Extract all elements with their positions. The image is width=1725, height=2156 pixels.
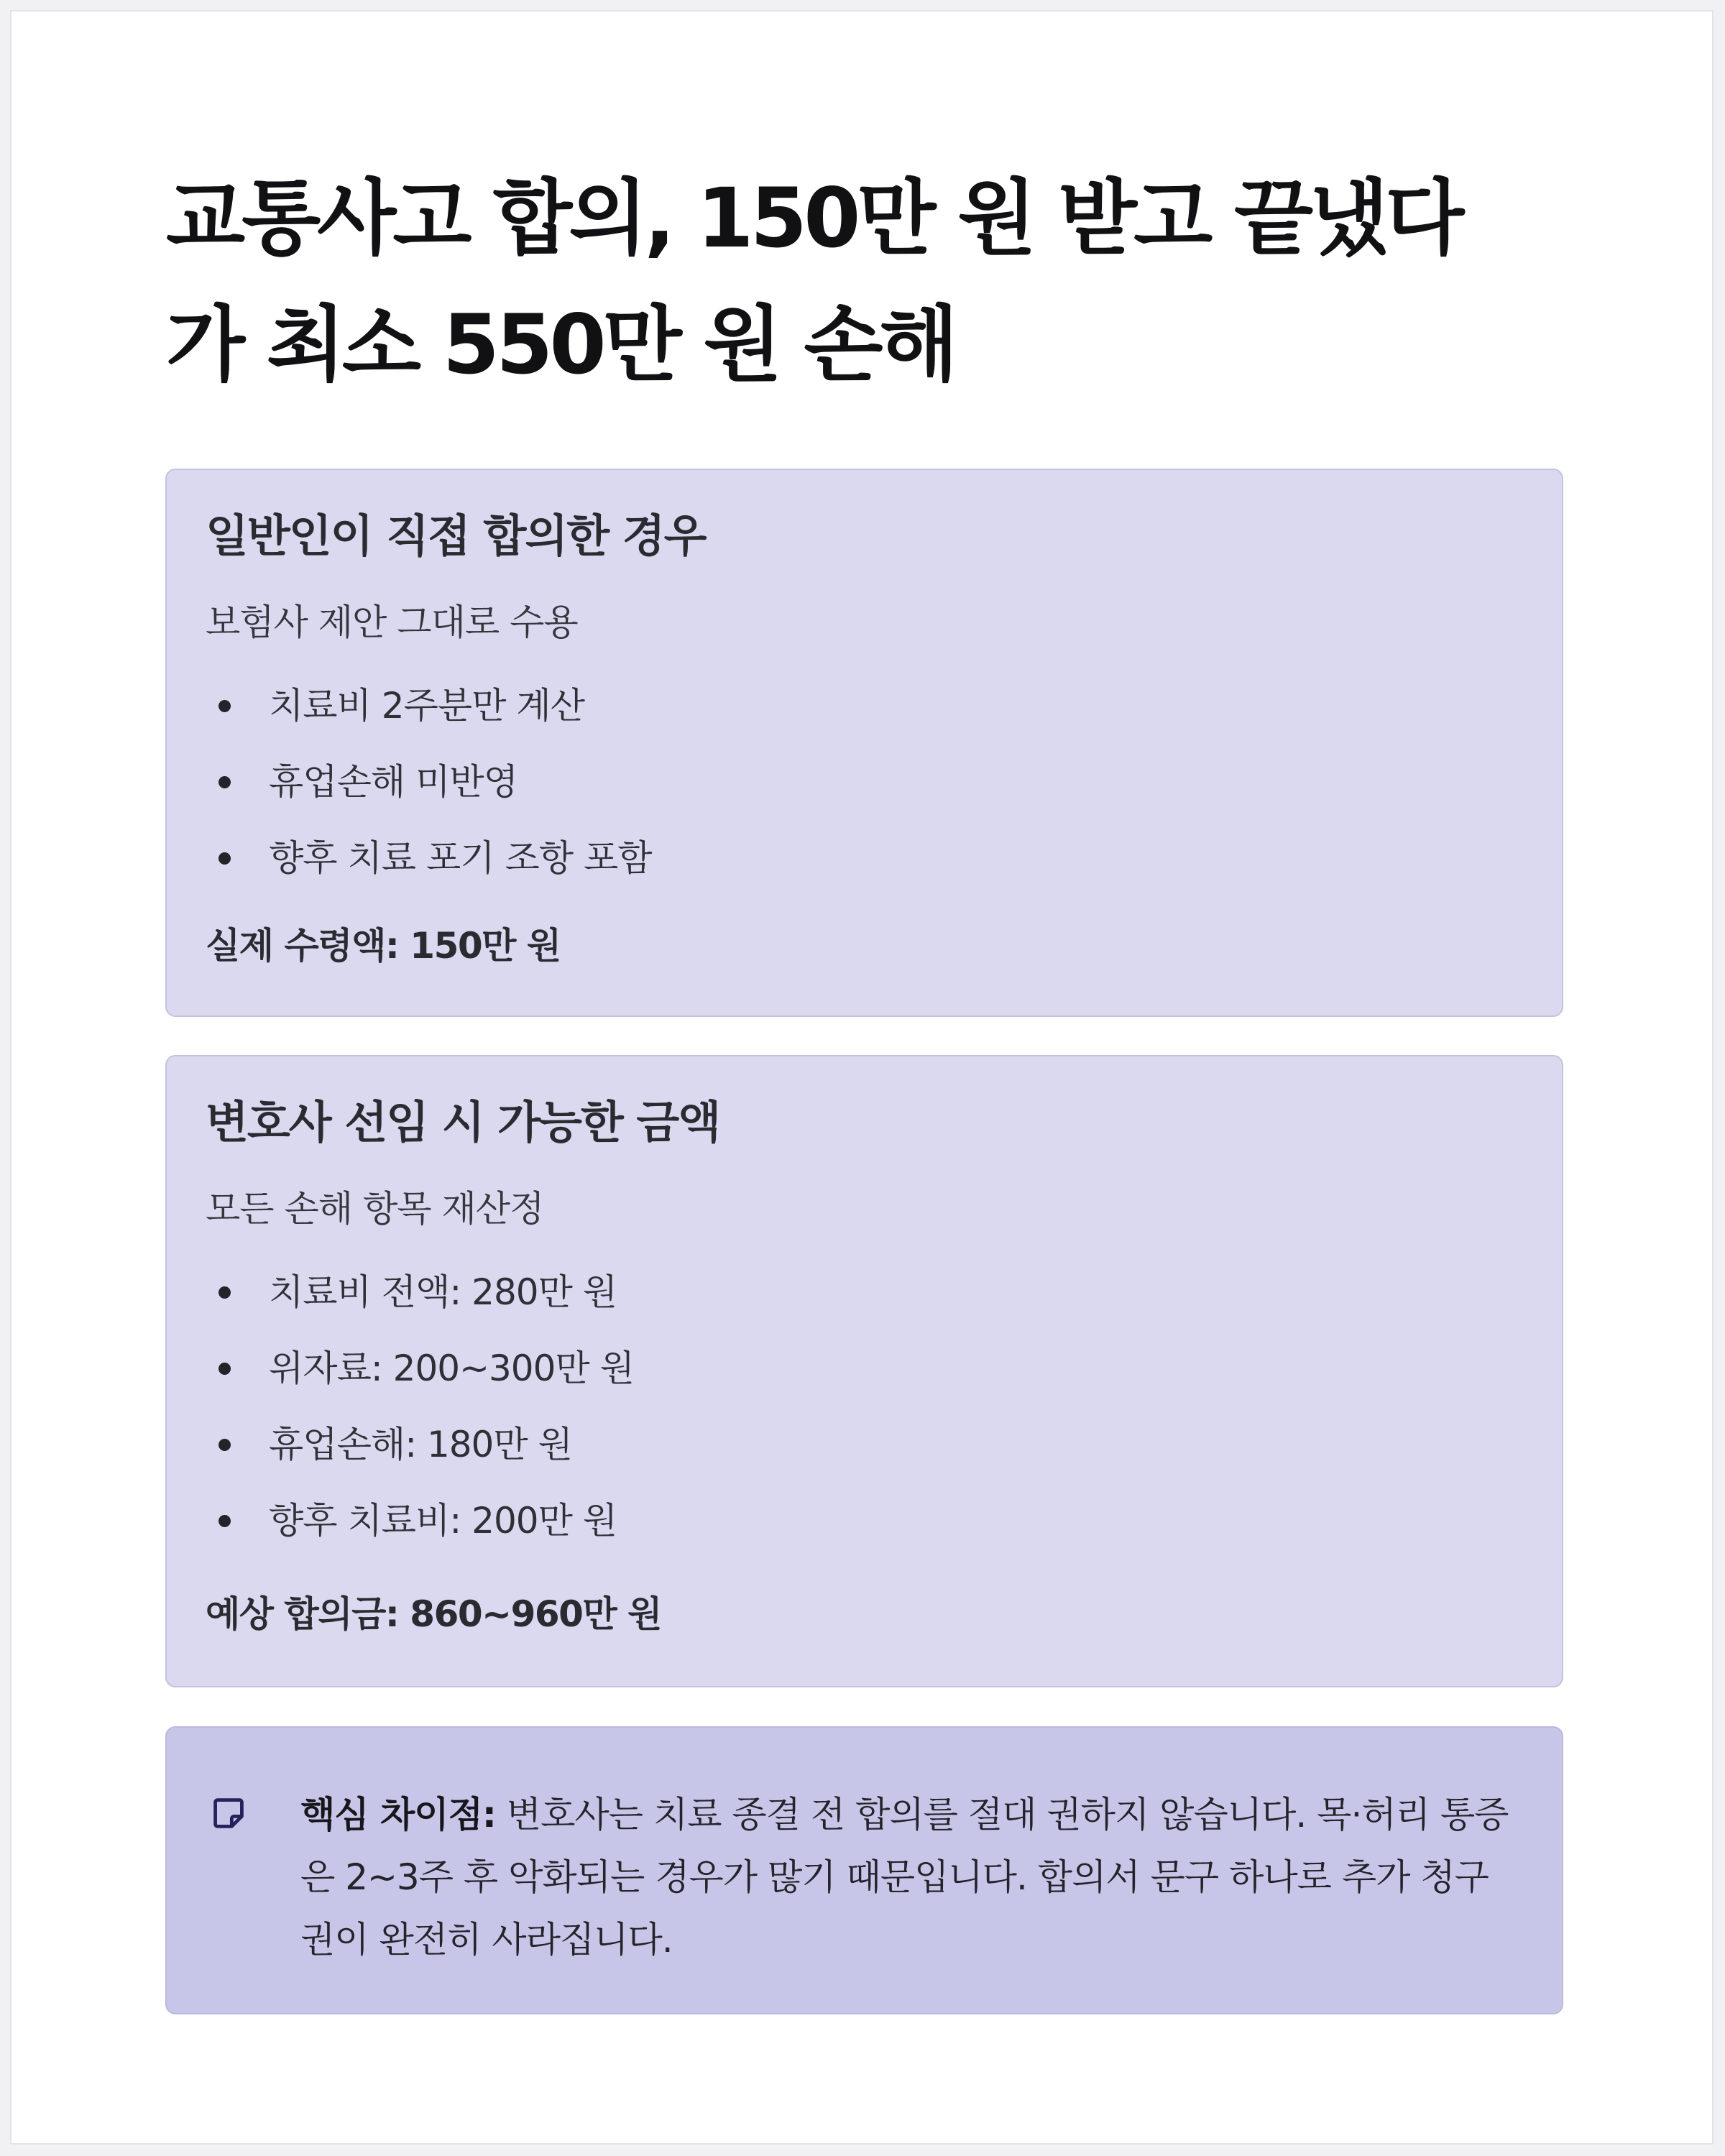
bullet-icon [218,700,231,712]
card-subtitle: 모든 손해 항목 재산정 [206,1188,544,1230]
callout-text [300,1784,1522,1971]
card-self-settlement [165,469,1563,1017]
card-item-list [206,1269,634,1574]
bullet-icon [218,852,231,865]
bullet-icon [218,1515,231,1527]
list-item [206,1345,634,1422]
list-item-text: 향후 치료비: 200만 원 [269,1500,617,1542]
bullet-icon [218,1286,231,1299]
callout-body: 변호사는 치료 종결 전 합의를 절대 권하지 않습니다. 목·허리 통증은 2~3주 후 악화되는 경우가 많기 때문입니다. 합의서 문구 하나로 추가 청구권이 완전히 사라집니다. [300,1794,1509,1961]
page [10,10,1714,2145]
list-item-text: 향후 치료 포기 조항 포함 [269,837,652,879]
key-difference-callout [165,1726,1563,2014]
list-item [206,759,652,835]
page-title: 교통사고 합의, 150만 원 받고 끝냈다가 최소 550만 원 손해 [166,170,1461,392]
list-item [206,1422,634,1498]
card-item-list [206,683,652,911]
list-item-text: 치료비 전액: 280만 원 [269,1271,617,1313]
bullet-icon [218,776,231,788]
card-subtitle: 보험사 제안 그대로 수용 [206,602,578,643]
card-total: 실제 수령액: 150만 원 [206,925,561,967]
note-icon [210,1795,247,1832]
card-heading: 일반인이 직접 합의한 경우 [206,510,706,562]
list-item-text: 휴업손해: 180만 원 [269,1424,572,1465]
list-item-text: 위자료: 200~300만 원 [269,1348,634,1389]
card-heading: 변호사 선임 시 가능한 금액 [206,1096,720,1148]
bullet-icon [218,1363,231,1375]
bullet-icon [218,1439,231,1451]
list-item [206,683,652,759]
list-item [206,1498,634,1574]
list-item [206,1269,634,1345]
card-total: 예상 합의금: 860~960만 원 [206,1593,661,1635]
list-item [206,835,652,911]
list-item-text: 치료비 2주분만 계산 [269,685,584,727]
callout-label: 핵심 차이점: [300,1794,496,1835]
list-item-text: 휴업손해 미반영 [269,761,518,803]
card-lawyer-settlement [165,1055,1563,1687]
